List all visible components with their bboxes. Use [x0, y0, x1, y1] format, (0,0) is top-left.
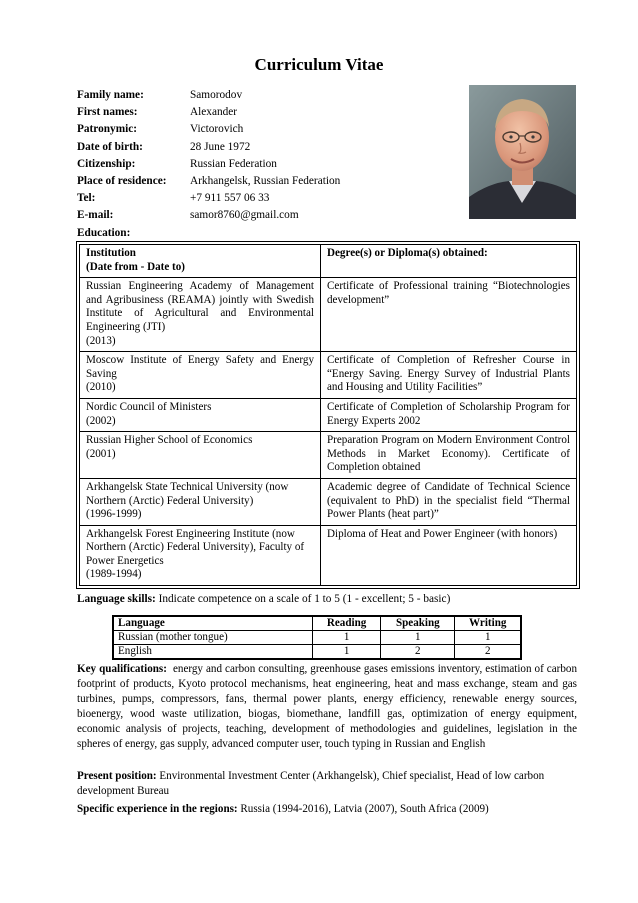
degree-cell: Preparation Program on Modern Environment Control Methods in Market Economy). Certificate of Completion obtained [321, 432, 577, 479]
institution-header [80, 245, 321, 278]
institution-cell [80, 352, 321, 399]
language-name: English [113, 645, 313, 660]
education-dates: (1989-1994) [86, 568, 142, 581]
institution-name: Russian Engineering Academy of Management and Agribusiness (REAMA) jointly with Swedish Institute of Agricultural and Environmental Engineering (JTI) [86, 280, 314, 333]
table-row [80, 525, 577, 585]
institution-cell [80, 525, 321, 585]
personal-row [77, 104, 340, 121]
key-qualifications-label: Key qualifications: [77, 663, 167, 675]
institution-name: Moscow Institute of Energy Safety and Energy Saving [86, 354, 314, 380]
specific-experience-text: Russia (1994-2016), Latvia (2007), South Africa (2009) [240, 803, 489, 815]
degree-cell: Certificate of Professional training “Biotechnologies development” [321, 278, 577, 352]
education-dates: (2002) [86, 414, 116, 427]
table-row [113, 645, 521, 660]
speaking-score: 1 [381, 631, 455, 645]
table-row [80, 398, 577, 431]
personal-row [77, 173, 340, 190]
institution-name: Arkhangelsk Forest Engineering Institute (now Northern (Arctic) Federal University), Faculty of Power Energetics [86, 527, 305, 567]
key-qualifications [77, 662, 577, 753]
table-header-row [113, 616, 521, 631]
institution-header-label: Institution [86, 247, 136, 259]
field-label: Tel: [77, 192, 96, 205]
language-table [112, 615, 522, 660]
education-table [76, 241, 580, 589]
column-header: Reading [313, 616, 381, 631]
institution-name: Russian Higher School of Economics [86, 434, 253, 447]
field-label: E-mail: [77, 209, 114, 222]
field-value: 28 June 1972 [190, 140, 251, 153]
field-label: Patronymic: [77, 123, 138, 136]
institution-cell [80, 278, 321, 352]
table-row [80, 478, 577, 525]
field-label: Citizenship: [77, 157, 136, 170]
institution-cell [80, 398, 321, 431]
education-dates: (2010) [86, 381, 116, 394]
education-label: Education: [77, 226, 131, 239]
field-value: Samorodov [190, 89, 243, 101]
dates-header-label: (Date from - Date to) [86, 260, 185, 273]
language-skills-heading [77, 593, 450, 605]
institution-cell [80, 432, 321, 479]
key-qualifications-text: energy and carbon consulting, greenhouse gases emissions inventory, estimation of carbon footprint of products, Kyoto protocol mechanisms, heat engineering, heat and mass exchange, steam and gas turbines, pumps, compressors, fans, thermal power plants, energy efficiency, renewable energy sources, bioenergy, wood waste utilization, biogas, biomethane, landfill gas, optimization of energy equipment, economic analysis of projects, teaching, development of methodologies and guidelines, legislation in the spheres of energy, gas supply, advanced computer user, touch typing in Russian and English [77, 663, 577, 751]
reading-score: 1 [313, 631, 381, 645]
field-value: Arkhangelsk, Russian Federation [190, 174, 341, 187]
specific-experience [77, 802, 577, 817]
present-position-text: Environmental Investment Center (Arkhangelsk), Chief specialist, Head of low carbon development Bureau [77, 770, 545, 798]
personal-row [77, 121, 340, 138]
education-dates: (2013) [86, 334, 116, 347]
reading-score: 1 [313, 645, 381, 660]
language-skills-label: Language skills: [77, 593, 156, 605]
field-value: Russian Federation [190, 157, 277, 170]
personal-row [77, 190, 340, 207]
degree-cell: Certificate of Completion of Refresher Course in “Energy Saving. Energy Survey of Industrial Plants and Housing and Utility Facilities” [321, 352, 577, 399]
column-header: Writing [455, 616, 521, 631]
column-header: Speaking [381, 616, 455, 631]
present-position [77, 769, 577, 799]
writing-score: 2 [455, 645, 521, 660]
field-label: Date of birth: [77, 140, 143, 153]
field-value: Alexander [190, 106, 238, 119]
language-name: Russian (mother tongue) [113, 631, 313, 645]
field-label: Place of residence: [77, 174, 167, 187]
profile-photo [469, 85, 576, 219]
table-header-row [80, 245, 577, 278]
personal-info [77, 87, 340, 242]
degree-cell: Diploma of Heat and Power Engineer (with honors) [321, 525, 577, 585]
education-dates: (2001) [86, 447, 116, 460]
column-header: Language [113, 616, 313, 631]
specific-experience-label: Specific experience in the regions: [77, 803, 238, 815]
degree-cell: Academic degree of Candidate of Technical Science (equivalent to PhD) in the specialist field “Thermal Power Plants (heat part)” [321, 478, 577, 525]
personal-row [77, 207, 340, 224]
table-row [80, 432, 577, 479]
writing-score: 1 [455, 631, 521, 645]
institution-cell [80, 478, 321, 525]
table-row [113, 631, 521, 645]
degree-header: Degree(s) or Diploma(s) obtained: [321, 245, 577, 278]
field-label: Family name: [77, 89, 144, 101]
degree-cell: Certificate of Completion of Scholarship Program for Energy Experts 2002 [321, 398, 577, 431]
personal-row [77, 87, 340, 104]
personal-row [77, 156, 340, 173]
table-row [80, 352, 577, 399]
language-skills-note: Indicate competence on a scale of 1 to 5 (1 - excellent; 5 - basic) [158, 593, 451, 605]
field-label: First names: [77, 106, 138, 119]
personal-row [77, 139, 340, 156]
speaking-score: 2 [381, 645, 455, 660]
table-row [80, 278, 577, 352]
institution-name: Arkhangelsk State Technical University (now Northern (Arctic) Federal University) [86, 480, 289, 507]
portrait-image [469, 85, 576, 219]
education-dates: (1996-1999) [86, 508, 142, 521]
field-value: Victorovich [190, 123, 244, 136]
field-value: +7 911 557 06 33 [190, 192, 270, 205]
institution-name: Nordic Council of Ministers [86, 400, 212, 413]
document-title: Curriculum Vitae [254, 55, 384, 74]
field-value: samor8760@gmail.com [190, 209, 299, 222]
present-position-label: Present position: [77, 770, 157, 782]
